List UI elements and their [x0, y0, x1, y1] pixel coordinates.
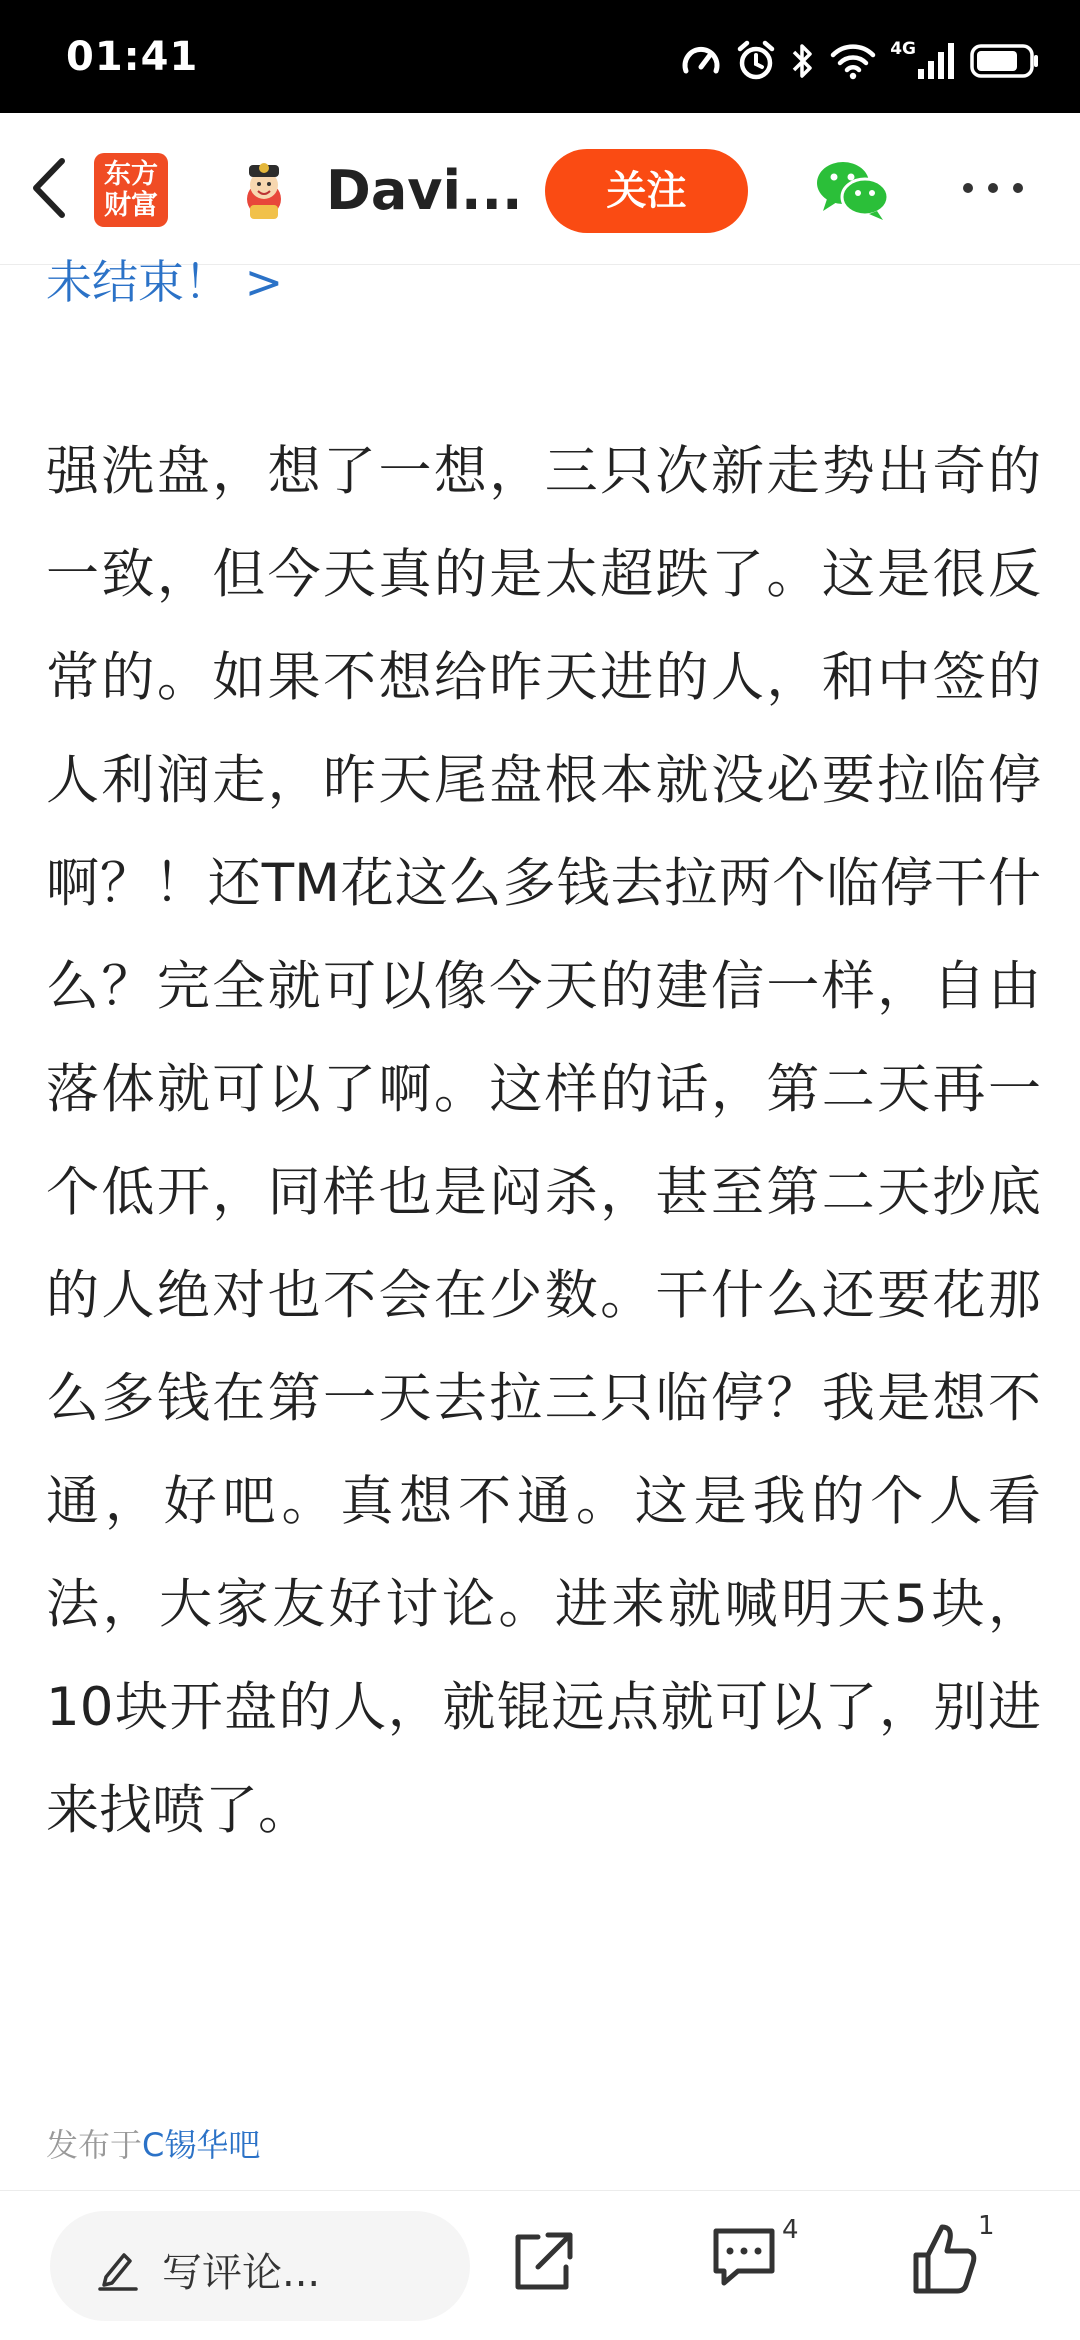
- avatar-image: [232, 159, 296, 223]
- previous-post-link-text: 未结束！ >: [46, 255, 284, 309]
- published-in: [46, 2120, 260, 2166]
- top-nav: [0, 113, 1080, 265]
- avatar[interactable]: [232, 159, 296, 223]
- pen-icon: [96, 2247, 140, 2291]
- network-type-label: 4G: [890, 39, 916, 59]
- bluetooth-icon: [790, 40, 816, 82]
- status-bar: [0, 0, 1080, 113]
- app-logo-text: 东方财富: [104, 159, 158, 221]
- comment-count: 4: [782, 2215, 799, 2245]
- forum-link[interactable]: C锡华吧: [142, 2126, 261, 2164]
- like-count: 1: [978, 2211, 995, 2241]
- bottom-action-bar: [0, 2190, 1080, 2340]
- status-time: 01:41: [66, 34, 199, 80]
- previous-post-link[interactable]: [46, 252, 283, 316]
- comment-placeholder: 写评论...: [162, 2250, 321, 2296]
- wechat-icon: [815, 157, 891, 223]
- comment-icon: [710, 2223, 778, 2289]
- battery-icon: [970, 43, 1040, 79]
- status-icons: [680, 36, 1040, 86]
- more-button[interactable]: [960, 173, 1026, 203]
- share-icon: [508, 2229, 576, 2297]
- hotspot-icon: [680, 41, 722, 81]
- alarm-icon: [736, 40, 776, 82]
- comment-input[interactable]: [50, 2211, 470, 2321]
- more-icon: [960, 173, 1026, 203]
- published-prefix: 发布于: [46, 2126, 143, 2164]
- wifi-icon: [830, 42, 876, 80]
- signal-icon: [916, 41, 956, 81]
- thumbs-up-icon: [910, 2221, 980, 2297]
- comments-button[interactable]: [710, 2215, 800, 2303]
- back-icon: [24, 153, 74, 223]
- like-button[interactable]: [910, 2211, 1000, 2307]
- username[interactable]: Davi...: [326, 159, 523, 222]
- follow-button[interactable]: 关注: [545, 149, 748, 233]
- share-button[interactable]: [508, 2229, 576, 2297]
- post-body: 强洗盘，想了一想，三只次新走势出奇的一致，但今天真的是太超跌了。这是很反常的。如果不想给昨天进的人，和中签的人利润走，昨天尾盘根本就没必要拉临停啊？！还TM花这么多钱去拉两个临停干什么？完全就可以像今天的建信一样，自由落体就可以了啊。这样的话，第二天再一个低开，同样也是闷杀，甚至第二天抄底的人绝对也不会在少数。干什么还要花那么多钱在第一天去拉三只临停？我是想不通，好吧。真想不通。这是我的个人看法，大家友好讨论。进来就喊明天5块，10块开盘的人，就锟远点就可以了，别进来找喷了。: [46, 441, 1041, 1841]
- app-logo[interactable]: [94, 153, 168, 227]
- back-button[interactable]: [24, 153, 74, 223]
- wechat-share-button[interactable]: [815, 157, 891, 223]
